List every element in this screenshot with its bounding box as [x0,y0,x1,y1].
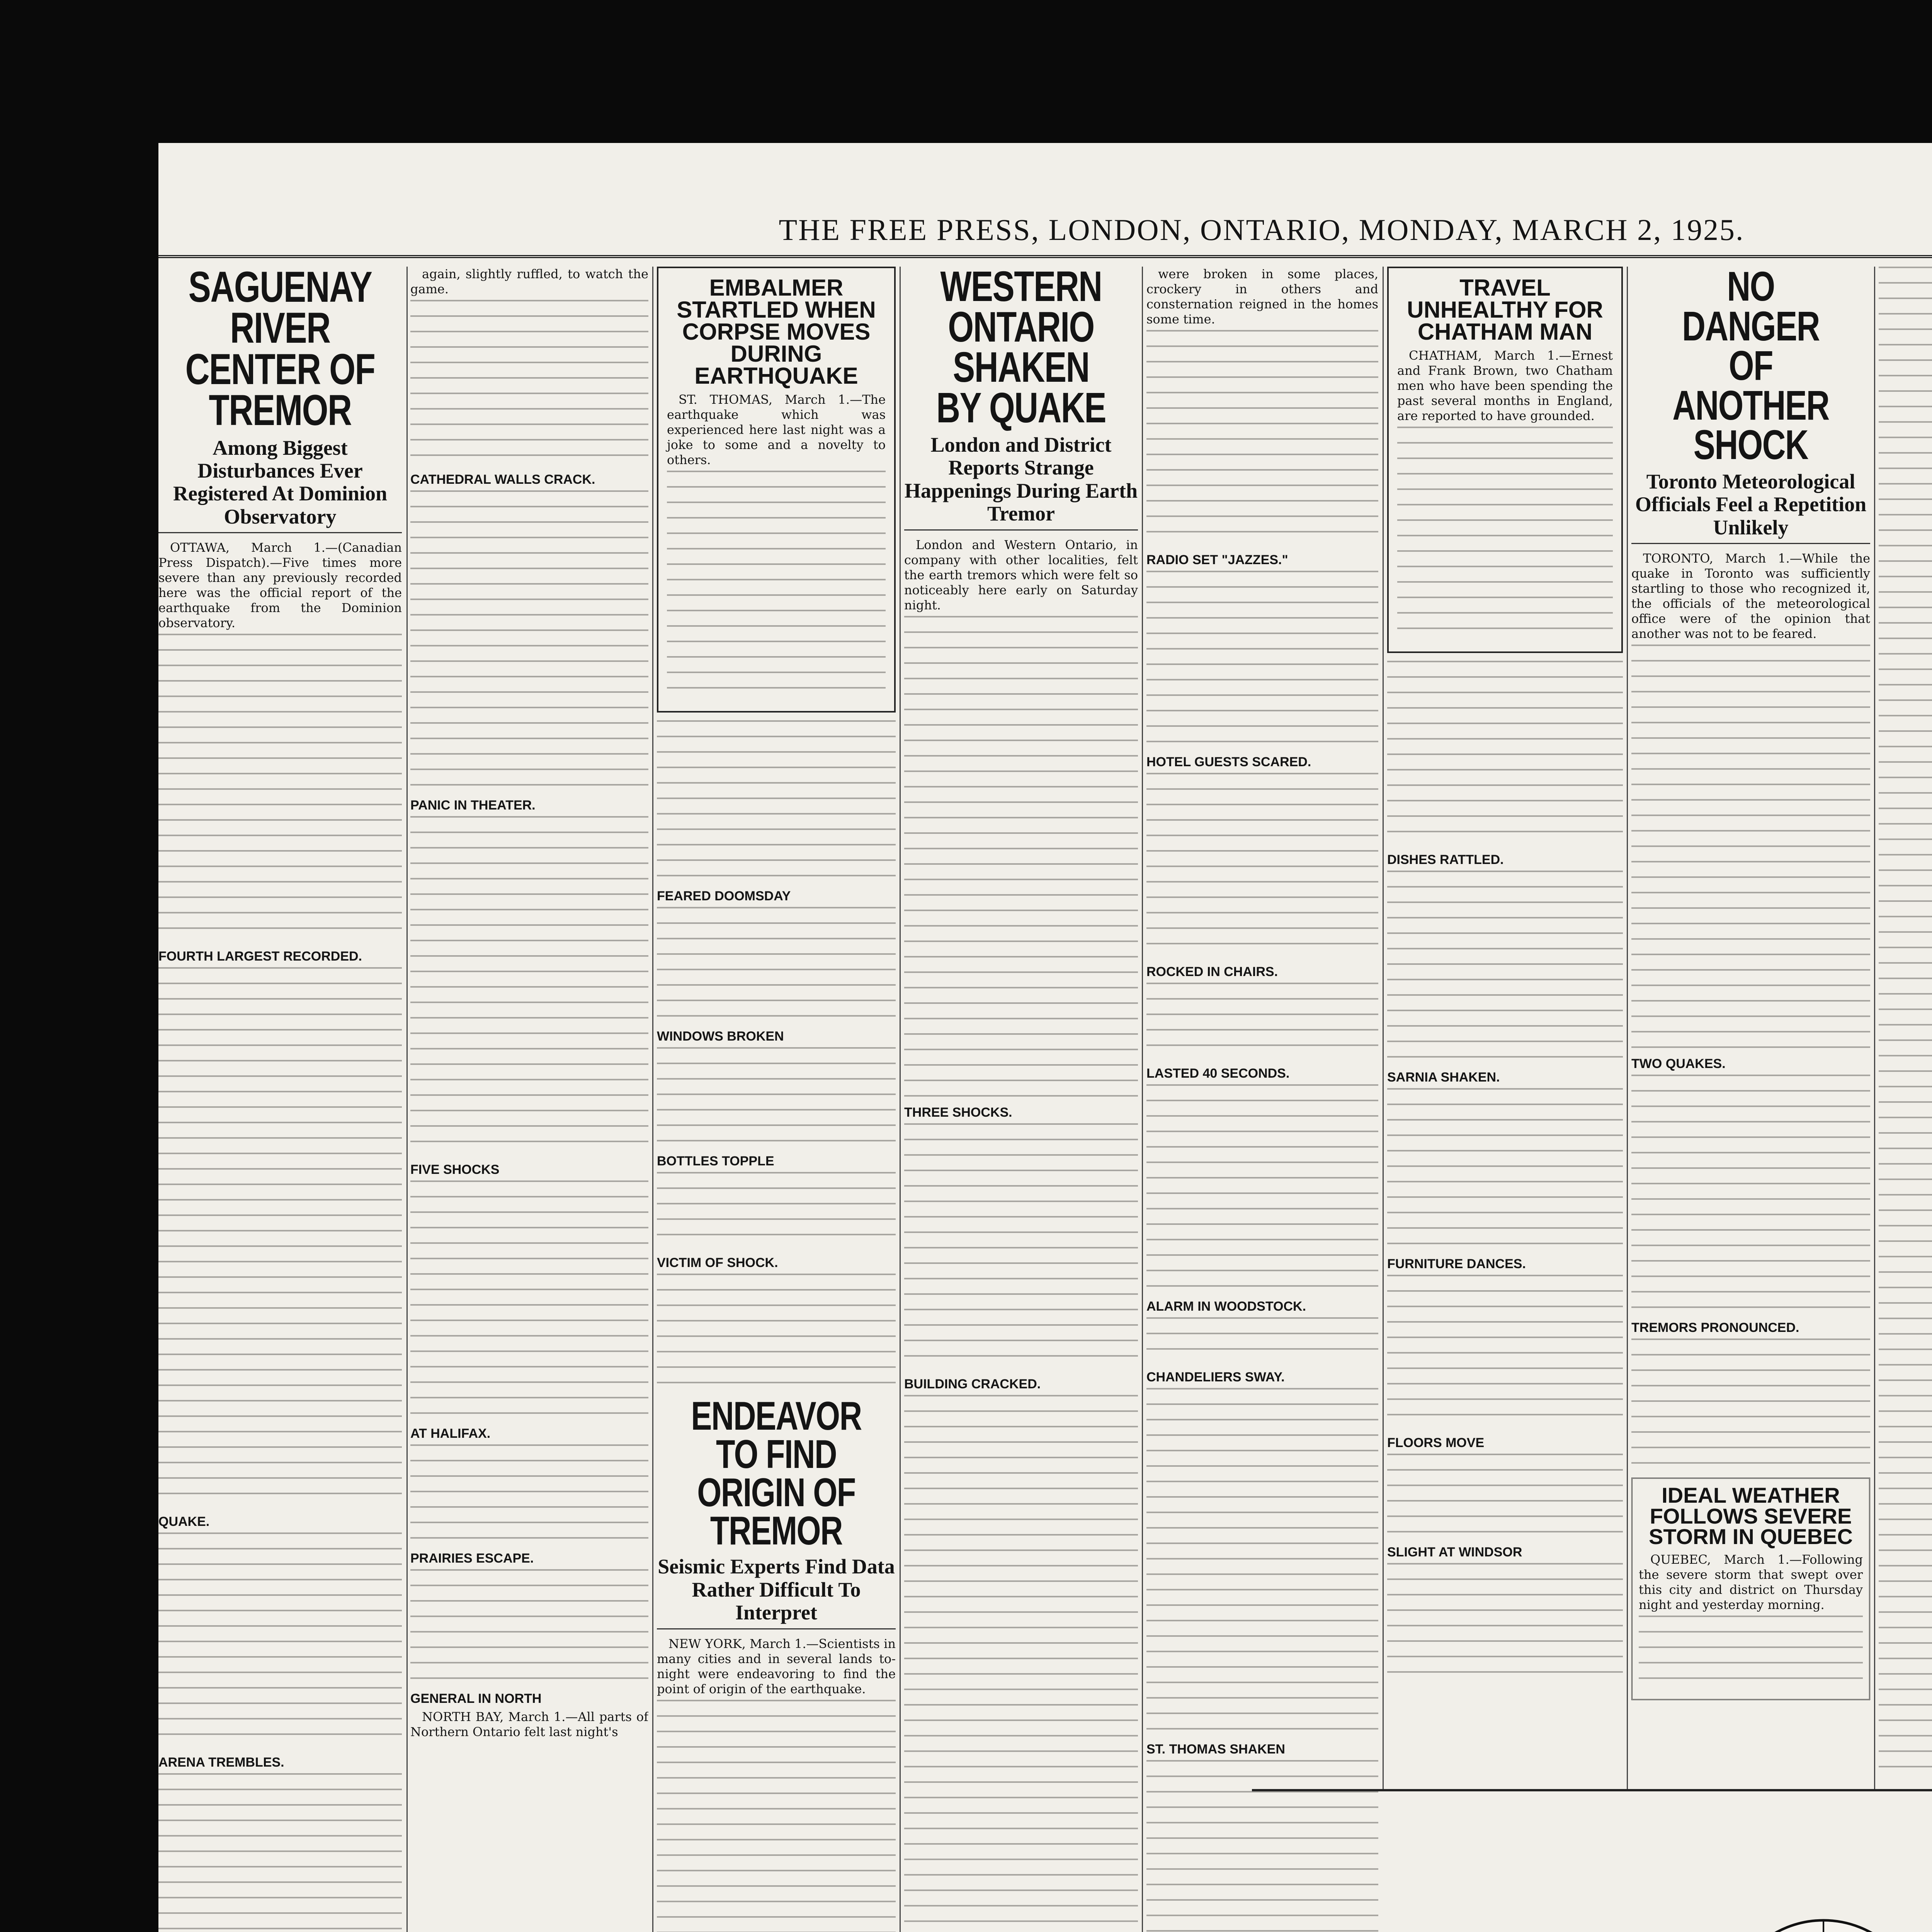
text-body [1146,1388,1378,1736]
subhead: WINDOWS BROKEN [657,1029,784,1044]
text-body [158,634,402,943]
text-body [158,967,402,1508]
deck: London and District Reports Strange Happenings During Earth Tremor [904,434,1138,531]
boxed-article [657,267,896,713]
article-western-ontario [904,267,1138,1932]
subhead: CHANDELIERS SWAY. [1146,1370,1285,1385]
masthead [158,213,1932,258]
text-body [657,1700,896,1932]
article-lede: QUEBEC, March 1.—Following the severe storm that swept over this city and district on Thursday night and yesterday morning. [1639,1552,1863,1612]
article-continued [410,267,648,1932]
text-body [158,1773,402,1932]
subhead: FLOORS MOVE [1387,1435,1485,1451]
text-body [410,1444,648,1545]
text-body [410,1569,648,1685]
text-body [410,490,648,792]
article-lede: again, slightly ruffled, to watch the game. [410,267,648,297]
text-body [1387,871,1623,1064]
text-body [1639,1616,1863,1693]
subhead: GENERAL IN NORTH [410,1691,542,1706]
headline: ENDEAVOR TO FIND ORIGIN OF TREMOR [691,1394,862,1553]
subhead: FURNITURE DANCES. [1387,1257,1526,1272]
deck: Toronto Meteorological Officials Feel a Repetition Unlikely [1631,470,1870,544]
subhead: VICTIM OF SHOCK. [657,1255,778,1270]
subhead: THREE SHOCKS. [904,1105,1012,1120]
headline: SAGUENAY RIVER CENTER OF TREMOR [185,267,375,435]
article-lede: London and Western Ontario, in company with other localities, felt the earth tremors which were felt so noticeably here early on Saturday night. [904,537,1138,612]
headline: NO DANGER OF ANOTHER SHOCK [1672,267,1829,468]
text-body [1387,1454,1623,1539]
text-body [1879,267,1932,1774]
text-body [1146,571,1378,748]
text-body [1387,1088,1623,1250]
article-lede: ST. THOMAS, March 1.—The earthquake which was experienced here last night was a joke to some and a novelty to others. [667,392,886,468]
article-lede: OTTAWA, March 1.—(Canadian Press Dispatch).—Five times more severe than any previously recorded here was the official report of the earthquake from the Dominion observatory. [158,540,402,631]
article-no-danger [1631,267,1870,1785]
column-rule [652,267,653,1932]
column-rule [900,267,901,1932]
text-body [667,471,886,702]
subhead: TREMORS PRONOUNCED. [1631,1320,1799,1335]
subhead: RADIO SET "JAZZES." [1146,553,1288,568]
text-body [904,616,1138,1099]
article-continued-2 [1146,267,1378,1932]
subhead: LASTED 40 SECONDS. [1146,1066,1290,1081]
subhead: FIVE SHOCKS [410,1162,500,1177]
subhead: ROCKED IN CHAIRS. [1146,964,1278,980]
text-body [904,1395,1138,1932]
headline: EMBALMER STARTLED WHEN CORPSE MOVES DURING EARTHQUAKE [677,275,876,389]
article-lede: TORONTO, March 1.—While the quake in Toronto was sufficiently startling to those who recognized it, the officials of the meteorological office were of the opinion that another was not to be feared. [1631,551,1870,641]
headline: WESTERN ONTARIO SHAKEN BY QUAKE [936,267,1106,432]
subhead: AT HALIFAX. [410,1426,491,1441]
text-body [1146,983,1378,1060]
boxed-article [1387,267,1623,653]
text-body [657,907,896,1023]
headline: IDEAL WEATHER FOLLOWS SEVERE STORM IN QUEBEC [1649,1483,1853,1549]
article-continued-3 [1879,267,1932,1785]
text-body [1387,1563,1623,1679]
subhead: BUILDING CRACKED. [904,1376,1041,1391]
text-body [1146,1317,1378,1364]
subhead: BOTTLES TOPPLE [657,1154,774,1169]
text-body [1631,1075,1870,1314]
text-body [158,1532,402,1749]
subhead: QUAKE. [158,1514,210,1529]
text-body [657,1172,896,1249]
deck: Seismic Experts Find Data Rather Difficult To Interpret [657,1555,896,1629]
boxed-article [1631,1478,1870,1700]
article-lede: NEW YORK, March 1.—Scientists in many cities and in several lands to-night were endeavoring to find the point of origin of the earthquake. [657,1636,896,1696]
text-body [1631,1338,1870,1478]
article-lede: CHATHAM, March 1.—Ernest and Frank Brown, two Chatham men who have been spending the past several months in England, are reported to have grounded. [1397,348,1613,423]
column-rule [406,267,408,1932]
text-body [1387,661,1623,846]
subhead: PRAIRIES ESCAPE. [410,1551,534,1566]
subhead: PANIC IN THEATER. [410,798,536,813]
column-rule [1142,267,1143,1932]
column-rule [1627,267,1628,1789]
front-door-illustration [1252,1822,1932,1932]
text-body [1631,645,1870,1050]
text-body [1146,330,1378,546]
subhead: TWO QUAKES. [1631,1056,1726,1071]
article-lede: were broken in some places, crockery in others and consternation reigned in the homes some time. [1146,267,1378,327]
headline: TRAVEL UNHEALTHY FOR CHATHAM MAN [1407,275,1603,345]
subhead: HOTEL GUESTS SCARED. [1146,755,1311,770]
text-body [410,816,648,1156]
text-body [1397,427,1613,643]
text-body [1146,1084,1378,1293]
subhead: SLIGHT AT WINDSOR [1387,1545,1522,1560]
subhead: CATHEDRAL WALLS CRACK. [410,472,595,487]
article-saguenay [158,267,402,1932]
subhead: SARNIA SHAKEN. [1387,1070,1500,1085]
article-embalmer [657,267,896,1932]
text-body [657,720,896,883]
subhead: DISHES RATTLED. [1387,852,1504,867]
text-body [1387,1275,1623,1429]
article-chatham [1387,267,1623,1785]
subhead: ALARM IN WOODSTOCK. [1146,1299,1306,1314]
subhead: ST. THOMAS SHAKEN [1146,1742,1285,1757]
article-text: NORTH BAY, March 1.—All parts of Northern Ontario felt last night's [410,1709,648,1740]
subhead: ARENA TREMBLES. [158,1755,284,1770]
masthead-dateline: THE FREE PRESS, LONDON, ONTARIO, MONDAY, MARCH 2, 1925. [779,213,1745,247]
classified-advertisement [1252,1789,1932,1932]
subhead: FOURTH LARGEST RECORDED. [158,949,362,964]
text-body [1146,773,1378,958]
column-rule [1383,267,1384,1789]
subhead: FEARED DOOMSDAY [657,889,791,904]
text-body [410,300,648,466]
text-body [904,1123,1138,1371]
column-rule [1874,267,1875,1789]
text-body [657,1274,896,1389]
deck: Among Biggest Disturbances Ever Registered At Dominion Observatory [158,437,402,534]
text-body [657,1047,896,1148]
text-body [410,1180,648,1420]
newspaper-page [158,143,1932,1932]
